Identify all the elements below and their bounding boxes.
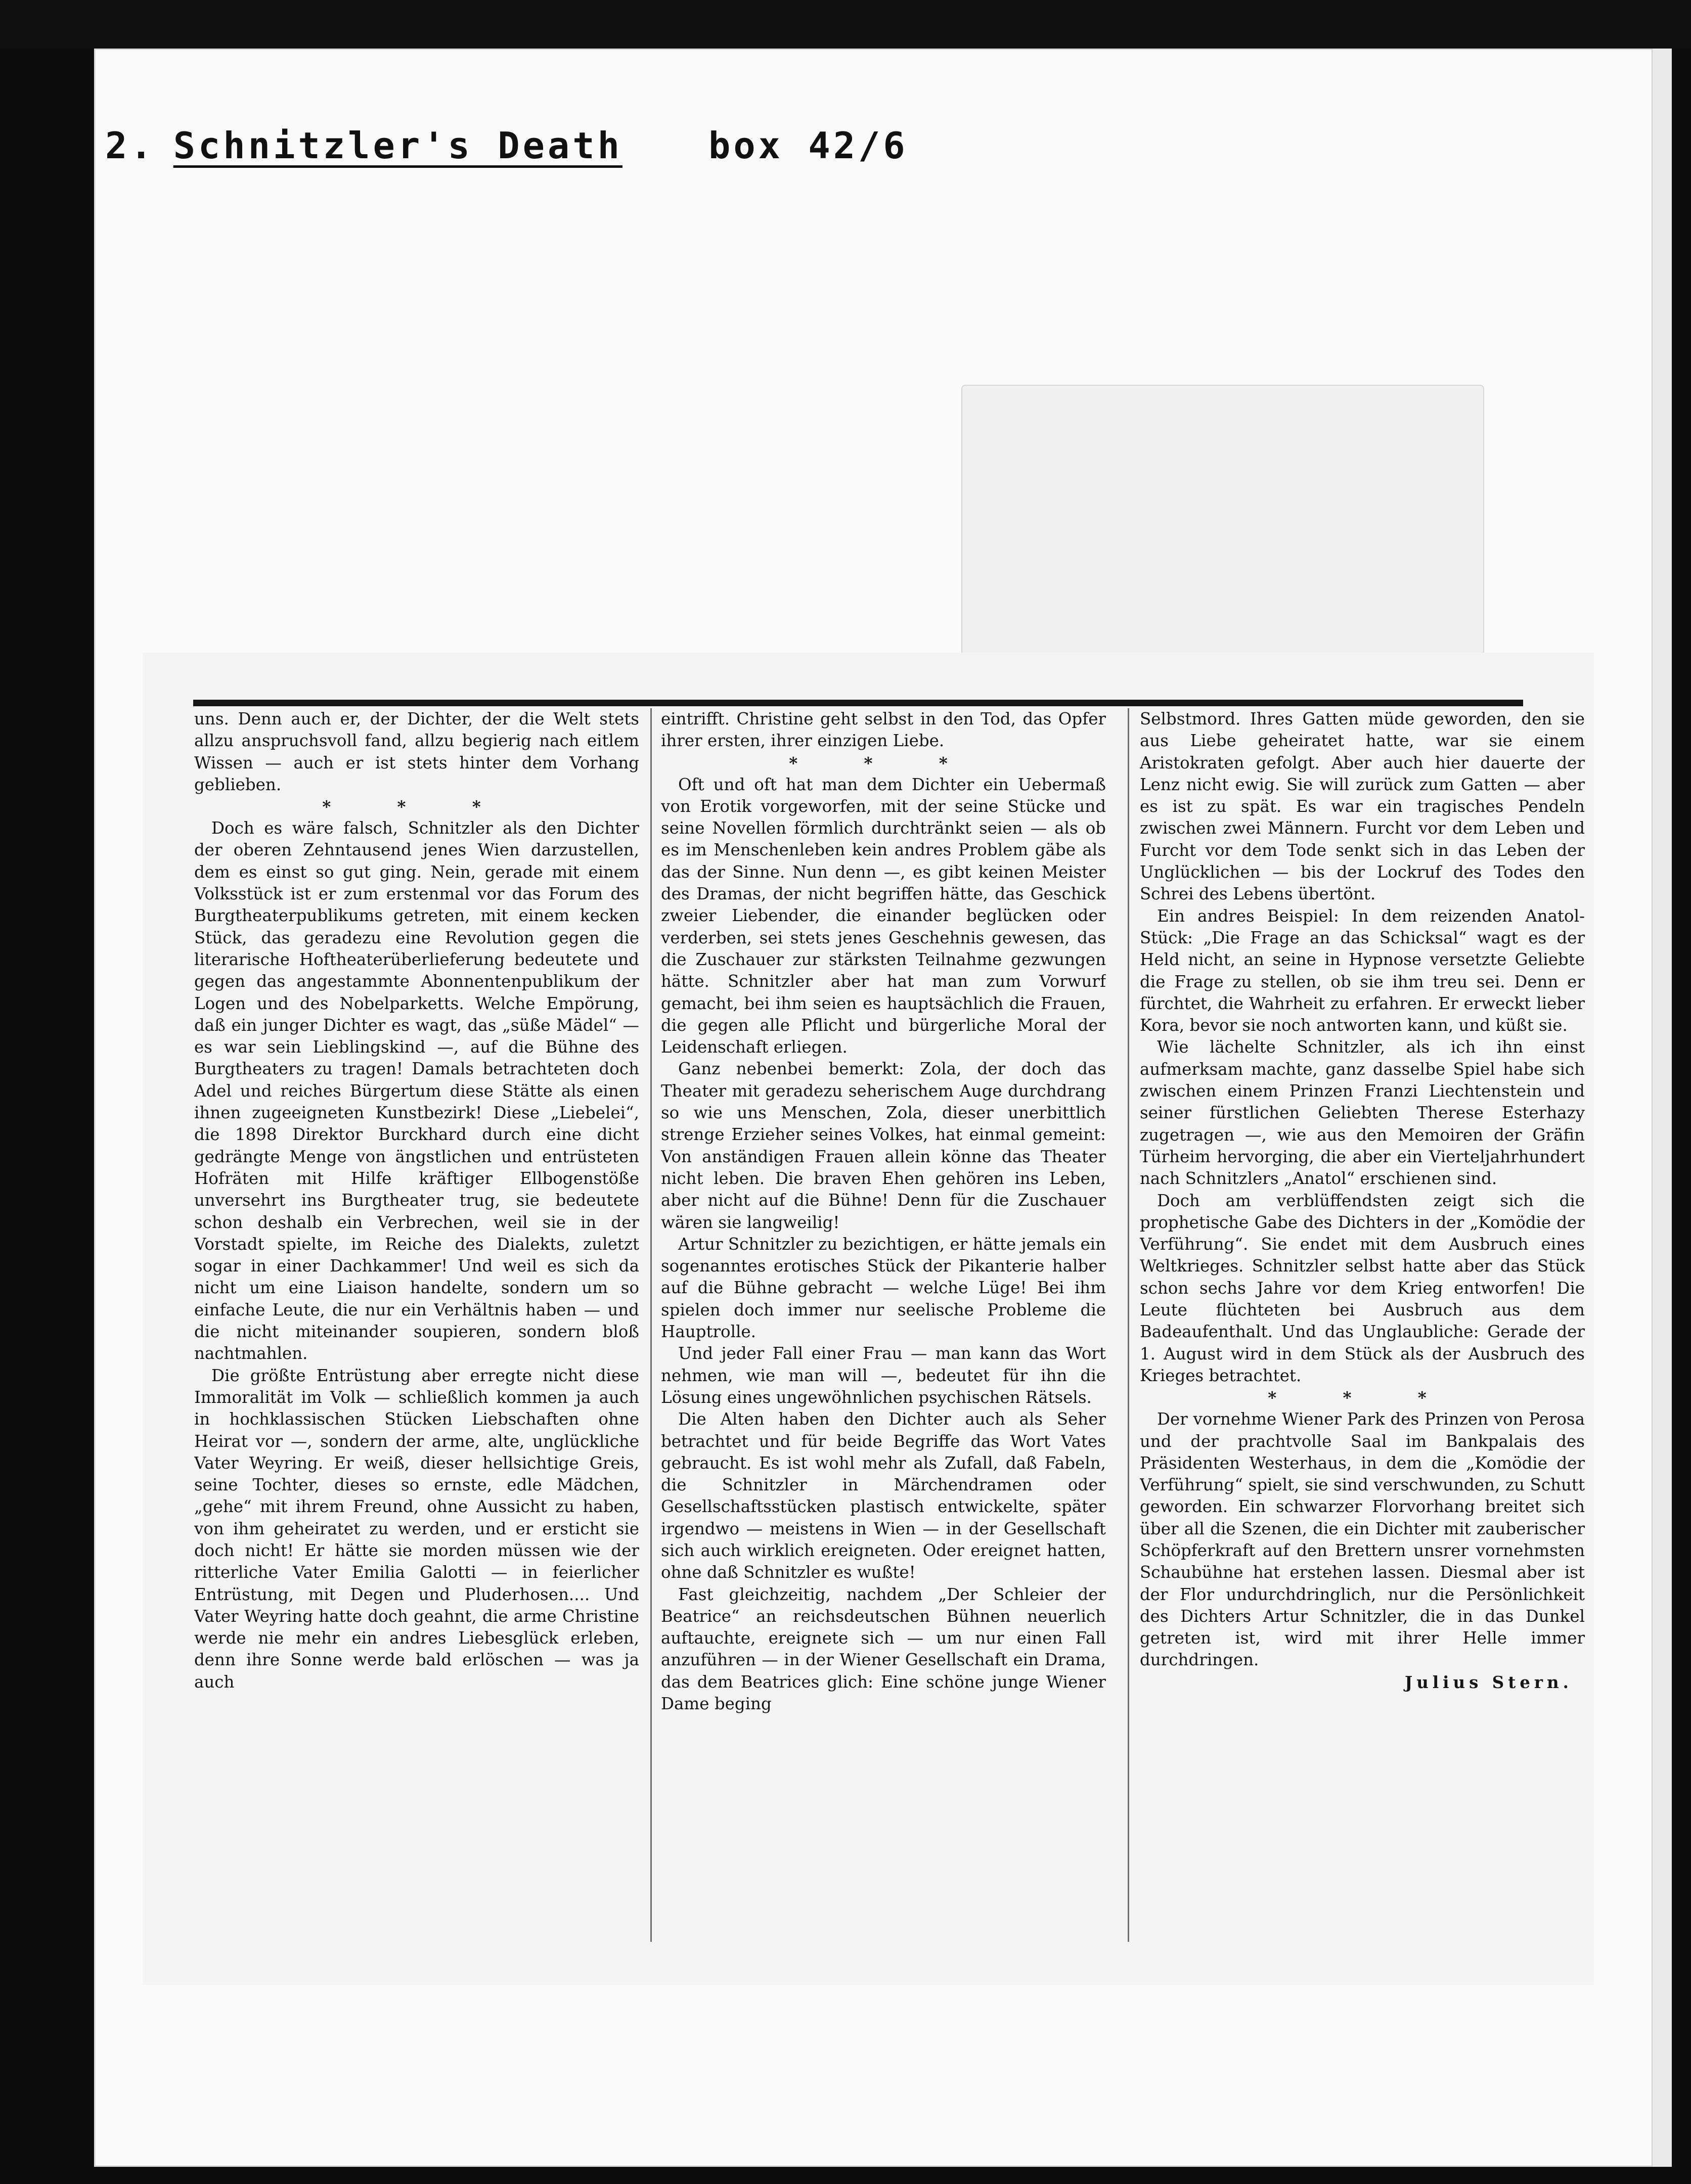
author-signature: Julius Stern. [1404,1672,1573,1692]
newspaper-clipping [143,653,1594,1985]
paragraph: Doch am verblüffendsten zeigt sich die prophetische Gabe des Dichters in der „Komödie der Verführung“. Sie endet mit dem Ausbruch eines Weltkrieges. Schnitzler selbst hatte aber das Stück schon sechs Jahre vor dem Krieg entworfen! Die Leute flüchteten bei Ausbruch aus dem Badeaufenthalt. Und das Unglaubliche: Gerade der 1. August wird in dem Stück als der Ausbruch des Krieges betrachtet. [1140,1191,1585,1385]
column-2 [661,708,1106,1947]
item-number: 2. [105,124,155,167]
paragraph: Fast gleichzeitig, nachdem „Der Schleier der Beatrice“ an reichsdeutschen Bühnen neuerlich auftauchte, ereignete sich — um nur einen Fall anzuführen — in der Wiener Gesellschaft ein Drama, das dem Beatrices glich: Eine schöne junge Wiener Dame beging [661,1584,1106,1714]
paragraph: Die größte Entrüstung aber erregte nicht diese Immoralität im Volk — schließlich kommen ja auch in hochklassischen Stücken Liebschaften ohne Heirat vor —, sondern der arme, alte, unglückliche Vater Weyring. Er weiß, dieser hellsichtige Greis, seine Tochter, dieses so ernste, edle Mädchen, „gehe“ mit ihrem Freund, ohne Aussicht zu haben, von ihm geheiratet zu werden, und er ersticht sie doch nicht! Er hätte sie morden müssen wie der ritterliche Vater Emilia Galotti — in feierlicher Entrüstung, mit Degen und Pluderhosen.... Und Vater Weyring hatte doch geahnt, die arme Christine werde nie mehr ein andres Liebesglück erleben, denn ihre Sonne werde bald erlöschen — was ja auch [194,1366,639,1692]
section-break: * * * [322,797,511,817]
box-label: box 42/6 [708,124,908,167]
paragraph: Der vornehme Wiener Park des Prinzen von Perosa und der prachtvolle Saal im Bankpalais des Präsidenten Westerhaus, in dem die „Komödie der Verführung“ spielt, sie sind verschwunden, zu Schutt geworden. Ein schwarzer Florvorhang breitet sich über all die Szenen, die ein Dichter mit zauberischer Schöpferkraft auf den Brettern unsrer vornehmsten Schaubühne hat erstehen lassen. Diesmal aber ist der Flor undurchdringlich, nur die Persönlichkeit des Dichters Artur Schnitzler, die in das Dunkel getreten ist, wird mit ihrer Helle immer durchdringen. [1140,1409,1585,1670]
scan-border [0,0,1691,49]
paragraph: Artur Schnitzler zu bezichtigen, er hätte jemals ein sogenanntes erotisches Stück der Pikanterie halber auf die Bühne gebracht — welche Lüge! Bei ihm spielen doch immer nur seelische Probleme die Hauptrolle. [661,1234,1106,1342]
column-divider [650,708,652,1942]
paragraph: Die Alten haben den Dichter auch als Seher betrachtet und für beide Begriffe das Wort Vates gebraucht. Es ist wohl mehr als Zufall, daß Fabeln, die Schnitzler in Märchendramen oder Gesellschaftsstücken plastisch entwickelte, später irgendwo — meistens in Wien — in der Gesellschaft sich auch wirklich ereigneten. Oder ereignet hatten, ohne daß Schnitzler es wußte! [661,1409,1106,1582]
paragraph: Wie lächelte Schnitzler, als ich ihn einst aufmerksam machte, ganz dasselbe Spiel habe sich zwischen einem Prinzen Franzi Liechtenstein und seiner fürstlichen Geliebten Therese Esterhazy zugetragen —, wie aus den Memoiren der Gräfin Türheim hervorging, die aber ein Vierteljahrhundert nach Schnitzlers „Anatol“ erschienen sind. [1140,1037,1585,1189]
column-3 [1140,708,1585,1947]
archive-header [105,124,908,170]
sheet-edge [1652,49,1672,2167]
section-break: * * * [789,753,978,773]
paragraph: Ein andres Beispiel: In dem reizenden Anatol-Stück: „Die Frage an das Schicksal“ wagt es der Held nicht, an seine in Hypnose versetzte Geliebte die Frage zu stellen, ob sie ihm treu sei. Denn er fürchtet, die Wahrheit zu erfahren. Er erweckt lieber Kora, bevor sie noch antworten kann, und küßt sie. [1140,906,1585,1035]
paragraph: Doch es wäre falsch, Schnitzler als den Dichter der oberen Zehntausend jenes Wien darzustellen, dem es einst so gut ging. Nein, gerade mit einem Volksstück ist er zum erstenmal vor das Forum des Burgtheaterpublikums getreten, mit einem kecken Stück, das geradezu eine Revolution gegen die literarische Hoftheaterüberlieferung bedeutete und gegen das angestammte Abonnentenpublikum der Logen und des Nobelparketts. Welche Empörung, daß ein junger Dichter es wagt, das „süße Mädel“ — es war sein Lieblingskind —, auf die Bühne des Burgtheaters zu tragen! Damals betrachteten doch Adel und reiches Bürgertum diese Stätte als einen ihnen zugeeigneten Kunstbezirk! Diese „Liebelei“, die 1898 Direktor Burckhard durch eine dicht gedrängte Menge von ängstlichen und entrüsteten Hofräten mit Hilfe kräftiger Ellbogenstöße unversehrt ins Burgtheater trug, sie bedeutete schon deshalb ein Verbrechen, weil sie in der Vorstadt spielte, im Reiche des Dialekts, zuletzt sogar in einer Dachkammer! Und weil es sich da nicht um eine Liaison handelte, sondern um so einfache Leute, die nur ein Verhältnis haben — und die nicht miteinander soupieren, sondern bloß nachtmahlen. [194,818,639,1363]
column-1 [194,708,639,1947]
paragraph: Selbstmord. Ihres Gatten müde geworden, den sie aus Liebe geheiratet hatte, war sie einem Aristokraten gefolgt. Aber auch hier dauerte der Lenz nicht ewig. Sie will zurück zum Gatten — aber es ist zu spät. Es war ein tragisches Pendeln zwischen zwei Männern. Furcht vor dem Leben und Furcht vor dem Tode senkt sich in das Leben der Unglücklichen — bis der Lockruf des Todes den Schrei des Lebens übertönt. [1140,709,1585,904]
archive-sheet [94,49,1672,2167]
paragraph: Oft und oft hat man dem Dichter ein Uebermaß von Erotik vorgeworfen, mit der seine Stücke und seine Novellen förmlich durchtränkt seien — als ob es im Menschenleben kein andres Problem gäbe als das der Sinne. Nun denn —, es gibt keinen Meister des Dramas, der nicht begriffen hätte, das Geschick zweier Liebender, die einander beglücken oder verderben, sei stets jenes Geschehnis gewesen, das die Zuschauer zur stärksten Teilnahme gezwungen hätte. Schnitzler aber hat man zum Vorwurf gemacht, bei ihm seien es hauptsächlich die Frauen, die gegen alle Pflicht und bürgerliche Moral der Leidenschaft erliegen. [661,775,1106,1057]
paragraph: uns. Denn auch er, der Dichter, der die Welt stets allzu anspruchsvoll fand, allzu begierig nach eitlem Wissen — auch er ist stets hinter dem Vorhang geblieben. [194,709,639,794]
paragraph: Und jeder Fall einer Frau — man kann das Wort nehmen, wie man will —, bedeutet für ihn die Lösung eines ungewöhnlichen psychischen Rätsels. [661,1344,1106,1407]
paragraph: Ganz nebenbei bemerkt: Zola, der doch das Theater mit geradezu seherischem Auge durchdrang so wie uns Menschen, Zola, dieser unerbittlich strenge Erzieher seines Volkes, hat einmal gemeint: Von anständigen Frauen allein könne das Theater nicht leben. Die braven Ehen gehören ins Leben, aber nicht auf die Bühne! Denn für die Zuschauer wären sie langweilig! [661,1059,1106,1232]
column-divider [1128,708,1129,1942]
paragraph: eintrifft. Christine geht selbst in den Tod, das Opfer ihrer ersten, ihrer einzigen Liebe. [661,709,1106,751]
collection-title: Schnitzler's Death [173,124,622,167]
section-break: * * * [1268,1388,1457,1408]
top-rule [193,700,1523,706]
